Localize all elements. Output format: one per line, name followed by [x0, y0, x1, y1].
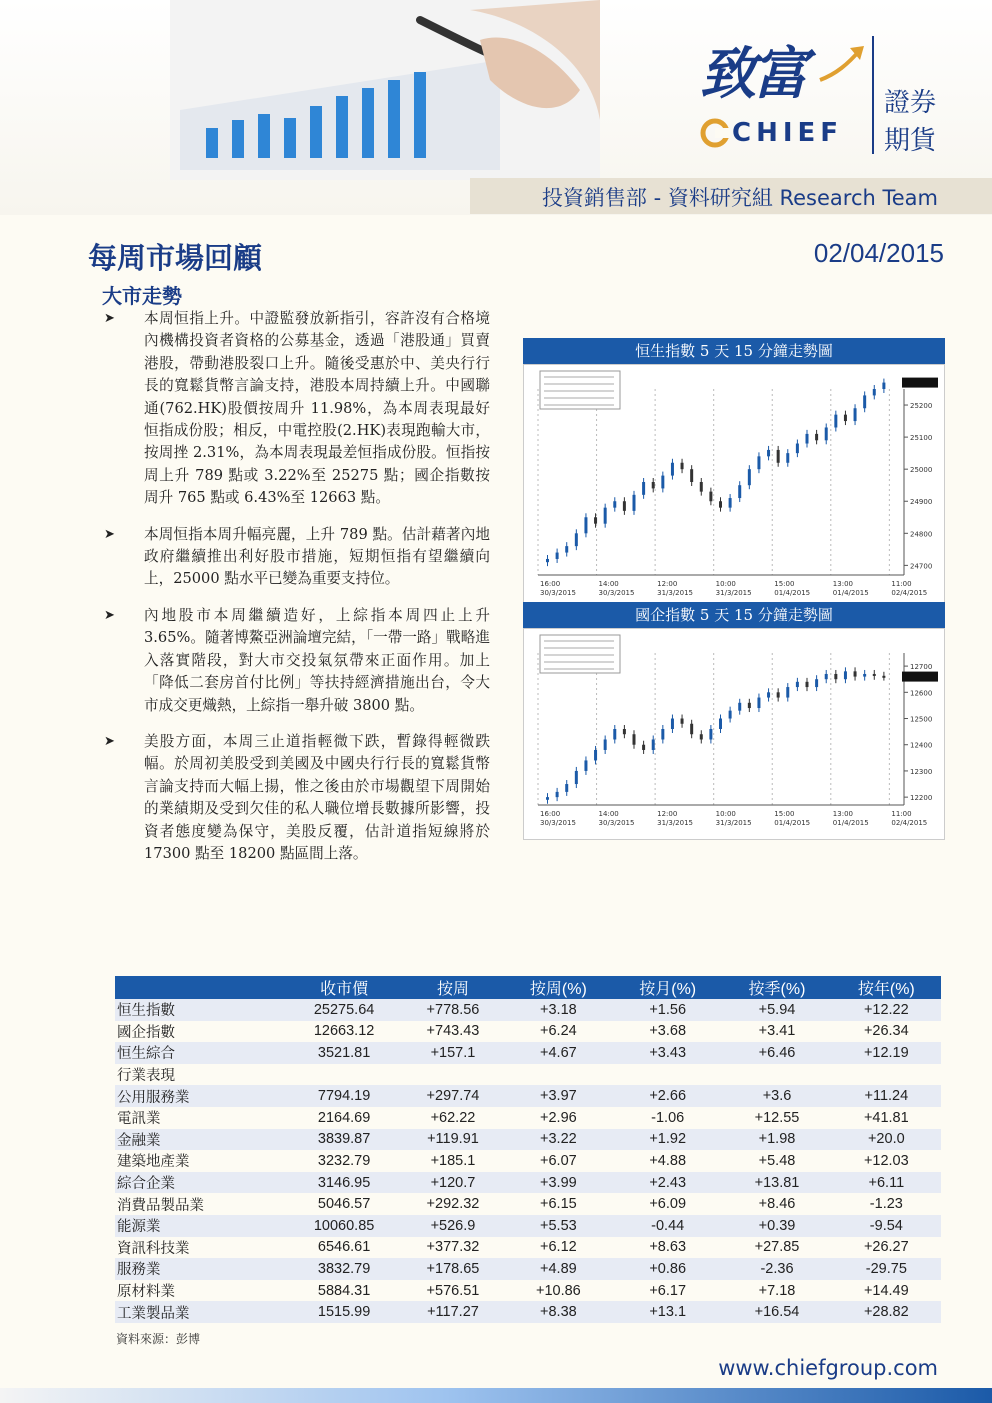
table-cell: +292.32: [426, 1196, 480, 1213]
table-cell: 2164.69: [317, 1109, 371, 1126]
x-tick-label: 10:00: [715, 810, 736, 818]
table-cell: 3521.81: [286, 1042, 402, 1064]
table-cell: +3.68: [649, 1023, 687, 1040]
candle-body: [757, 698, 760, 708]
candle-body: [767, 692, 770, 697]
header-illustration: [170, 0, 600, 180]
candle-body: [796, 682, 799, 687]
table-cell: 7794.19: [286, 1085, 402, 1107]
table-cell: 金融業: [115, 1129, 286, 1151]
table-cell: +3.99: [504, 1172, 613, 1194]
candle-body: [777, 450, 780, 463]
footer-bar: [0, 1388, 992, 1403]
candle-body: [556, 792, 559, 797]
table-cell: +6.24: [540, 1023, 577, 1040]
table-cell: +4.89: [504, 1258, 613, 1280]
data-source: 資料來源：彭博: [116, 1332, 201, 1346]
page-title: 每周市場回顧: [88, 241, 263, 275]
candle-body: [642, 745, 645, 750]
table-cell: +11.24: [832, 1085, 941, 1107]
table-cell: +3.97: [504, 1085, 613, 1107]
table-cell: +157.1: [402, 1042, 504, 1064]
table-cell: 10060.85: [286, 1215, 402, 1237]
section-heading: 大市走勢: [102, 284, 182, 308]
x-tick-label: 01/4/2015: [774, 589, 811, 597]
table-cell: [402, 1064, 504, 1086]
table-row: [115, 1301, 941, 1323]
table-cell: 恒生綜合: [115, 1042, 286, 1064]
table-cell: 25275.64: [286, 999, 402, 1021]
table-row: [115, 1107, 941, 1129]
x-tick-label: 10:00: [715, 580, 736, 588]
table-cell: +526.9: [402, 1215, 504, 1237]
logo-chinese: 致富: [700, 41, 804, 107]
table-cell: +6.17: [649, 1282, 687, 1299]
table-cell: +27.85: [754, 1239, 800, 1256]
table-cell: +1.92: [613, 1129, 722, 1151]
candle-body: [613, 501, 616, 507]
candle-body: [815, 679, 818, 687]
candle-body: [623, 501, 626, 511]
table-cell: 資訊科技業: [117, 1240, 190, 1257]
candle-body: [738, 485, 741, 498]
table-cell: 工業製品業: [115, 1301, 286, 1323]
table-cell: +12.55: [754, 1109, 800, 1126]
table-cell: +0.39: [722, 1215, 831, 1237]
table-cell: +6.11: [832, 1172, 941, 1194]
table-cell: 1515.99: [286, 1301, 402, 1323]
arrow-bullet-icon: ➤: [104, 526, 115, 542]
candle-body: [854, 408, 857, 421]
y-tick-label: 25100: [910, 434, 933, 443]
table-cell: +6.07: [540, 1152, 577, 1169]
table-cell: 12663.12: [313, 1023, 375, 1040]
candle-body: [690, 469, 693, 482]
hsi-chart: [523, 338, 945, 610]
candle-body: [806, 682, 809, 687]
table-cell: -29.75: [832, 1258, 941, 1280]
candle-body: [700, 734, 703, 739]
market-table: [115, 976, 941, 1323]
table-cell: 5046.57: [317, 1196, 371, 1213]
y-tick-label: 12700: [910, 663, 933, 672]
table-cell: +120.7: [402, 1172, 504, 1194]
table-cell: +62.22: [430, 1109, 476, 1126]
table-cell: +778.56: [402, 999, 504, 1021]
x-tick-label: 01/4/2015: [774, 819, 811, 827]
candle-body: [709, 729, 712, 739]
y-tick-label: 24900: [910, 498, 933, 507]
y-tick-label: 24800: [910, 530, 933, 539]
candle-body: [575, 533, 578, 546]
table-header-cell: 按周(%): [504, 976, 613, 999]
table-cell: [832, 1064, 941, 1086]
table-cell: -9.54: [832, 1215, 941, 1237]
table-cell: +13.1: [613, 1301, 722, 1323]
y-tick-label: 12500: [910, 715, 933, 724]
table-cell: 原材料業: [117, 1284, 175, 1301]
table-header-cell: 按周: [402, 976, 504, 999]
table-cell: 能源業: [115, 1215, 286, 1237]
candle-body: [748, 703, 751, 708]
candle-body: [825, 427, 828, 440]
table-cell: +26.34: [863, 1023, 909, 1040]
candle-body: [604, 739, 607, 749]
y-tick-label: 12300: [910, 767, 933, 776]
x-tick-label: 14:00: [598, 580, 619, 588]
table-cell: +4.88: [649, 1152, 687, 1169]
candle-body: [681, 463, 684, 469]
table-cell: +6.46: [722, 1042, 831, 1064]
hscei-chart: [523, 602, 945, 840]
candle-body: [584, 760, 587, 770]
x-tick-label: 14:00: [598, 810, 619, 818]
candle-body: [642, 482, 645, 495]
chief-emblem-icon: [700, 118, 730, 148]
candle-body: [786, 453, 789, 463]
table-cell: +41.81: [863, 1109, 909, 1126]
table-row: [115, 999, 941, 1021]
table-cell: +1.56: [613, 999, 722, 1021]
hsi-chart-body: [523, 364, 945, 610]
table-cell: +14.49: [863, 1282, 909, 1299]
table-cell: +297.74: [402, 1085, 504, 1107]
bullet-item: ➤ 美股方面，本周三止道指輕微下跌，暫錄得輕微跌幅。於周初美股受到美國及中國央行行長的寬鬆貨幣言論支持而大幅上揚，惟之後由於市場觀望下周開始的業績期及受到欠佳的私人職位增長數據所影響，投資者態度變為保守，美股反覆，估計道指短線將於 17300 點至 18200 點區間上落。: [104, 732, 490, 862]
x-tick-label: 31/3/2015: [657, 819, 694, 827]
logo-securities: 證券: [884, 88, 937, 118]
table-cell: 綜合企業: [115, 1172, 286, 1194]
table-row: [115, 1280, 941, 1302]
table-cell: [613, 1064, 722, 1086]
logo-futures: 期貨: [884, 126, 937, 156]
table-cell: +377.32: [426, 1239, 480, 1256]
x-tick-label: 30/3/2015: [540, 819, 576, 827]
x-tick-label: 30/3/2015: [540, 589, 576, 597]
table-cell: +10.86: [535, 1282, 581, 1299]
logo-english: CHIEF: [732, 118, 844, 148]
table-cell: +7.18: [758, 1282, 796, 1299]
table-cell: +8.46: [758, 1196, 796, 1213]
x-tick-label: 31/3/2015: [715, 589, 752, 597]
table-cell: +16.54: [722, 1301, 831, 1323]
candle-body: [671, 463, 674, 476]
x-tick-label: 01/4/2015: [832, 819, 869, 827]
table-cell: -1.23: [869, 1196, 903, 1213]
candle-body: [594, 517, 597, 523]
x-tick-label: 02/4/2015: [891, 589, 928, 597]
table-cell: 消費品製品業: [117, 1197, 204, 1214]
table-header-cell: [115, 976, 286, 999]
table-cell: 建築地產業: [117, 1154, 190, 1171]
table-cell: +3.41: [758, 1023, 796, 1040]
table-cell: +576.51: [426, 1282, 480, 1299]
table-cell: +1.98: [722, 1129, 831, 1151]
table-cell: -2.36: [722, 1258, 831, 1280]
candle-body: [844, 415, 847, 421]
table-cell: +2.96: [540, 1109, 577, 1126]
table-cell: +3.18: [504, 999, 613, 1021]
bullet-item: ➤ 本周恒指上升。中證監發放新指引，容許沒有合格境內機構投資者資格的公募基金，透過「港股通」買賣港股，帶動港股裂口上升。隨後受惠於中、美央行行長的寬鬆貨幣言論支持，港股本周持續上升。中國聯通(762.HK)股價按周升 11.98%，為本周表現最好恒指成份股；相反，中電控股(2.HK)表現跑輸大市，按周挫 2.31%，為本周表現最差恒指成份股。恒指按周上升 789 點或 3.22%至 25275 點；國企指數按周升 765 點或 6.43%至 12663 點。: [104, 310, 490, 507]
candle-body: [844, 671, 847, 679]
candle-body: [863, 674, 866, 677]
x-tick-label: 13:00: [832, 810, 853, 818]
y-tick-label: 24700: [910, 562, 933, 571]
candle-body: [757, 456, 760, 469]
table-row: [115, 1172, 941, 1194]
table-cell: 5884.31: [317, 1282, 371, 1299]
hscei-chart-body: [523, 628, 945, 840]
candle-body: [719, 719, 722, 729]
table-cell: +12.19: [832, 1042, 941, 1064]
y-tick-label: 25000: [910, 466, 933, 475]
table-cell: +119.91: [402, 1129, 504, 1151]
table-cell: [286, 1064, 402, 1086]
bullet-list: [100, 308, 490, 879]
candle-body: [652, 739, 655, 749]
candle-body: [882, 383, 885, 389]
x-tick-label: 31/3/2015: [715, 819, 752, 827]
x-tick-label: 12:00: [657, 580, 678, 588]
table-cell: [504, 1064, 613, 1086]
candle-body: [690, 724, 693, 734]
table-cell: +12.03: [863, 1152, 909, 1169]
table-row: [115, 1150, 941, 1172]
x-tick-label: 02/4/2015: [891, 819, 928, 827]
bullet-item: ➤ 本周恒指本周升幅亮麗，上升 789 點。估計藉著內地政府繼續推出利好股市措施，短期恒指有望繼續向上，25000 點水平已變為重要支持位。: [104, 525, 490, 588]
table-row: [115, 1237, 941, 1259]
table-cell: +28.82: [832, 1301, 941, 1323]
table-header-row: [115, 976, 941, 999]
last-price-marker: [902, 672, 938, 682]
x-tick-label: 11:00: [891, 580, 912, 588]
x-tick-label: 31/3/2015: [657, 589, 694, 597]
candle-body: [719, 501, 722, 507]
table-cell: +6.09: [649, 1196, 687, 1213]
table-cell: +6.12: [540, 1239, 577, 1256]
table-cell: -1.06: [651, 1109, 685, 1126]
table-cell: +12.22: [832, 999, 941, 1021]
table-row: [115, 1129, 941, 1151]
candle-body: [709, 492, 712, 502]
table-cell: -0.44: [613, 1215, 722, 1237]
x-tick-label: 11:00: [891, 810, 912, 818]
table-cell: +20.0: [832, 1129, 941, 1151]
team-label: 投資銷售部 - 資料研究組 Research Team: [541, 186, 938, 210]
y-tick-label: 12200: [910, 794, 933, 803]
table-cell: 3839.87: [286, 1129, 402, 1151]
candle-body: [546, 559, 549, 562]
table-cell: 服務業: [115, 1258, 286, 1280]
candle-body: [777, 692, 780, 697]
candle-body: [584, 517, 587, 533]
candle-body: [671, 719, 674, 729]
table-header-cell: 按月(%): [613, 976, 722, 999]
candle-body: [556, 553, 559, 559]
table-cell: 3232.79: [317, 1152, 371, 1169]
y-tick-label: 25200: [910, 402, 933, 411]
x-tick-label: 30/3/2015: [598, 589, 635, 597]
table-cell: +6.15: [540, 1196, 577, 1213]
table-row: [115, 1258, 941, 1280]
arrow-bullet-icon: ➤: [104, 733, 115, 749]
candle-body: [873, 674, 876, 676]
candle-body: [700, 482, 703, 492]
table-cell: +3.43: [613, 1042, 722, 1064]
y-tick-label: 12600: [910, 689, 933, 698]
bullet-item: ➤ 內地股市本周繼續造好，上綜指本周四止上升 3.65%。隨著博鰲亞洲論壇完結，「一帶一路」戰略進入落實階段，對大市交投氣氛帶來正面作用。加上「降低二套房首付比例」等扶持經濟措施出台，令大市成交更熾熱，上綜指一舉升破 3800 點。: [104, 606, 490, 714]
table-cell: 公用服務業: [115, 1085, 286, 1107]
candle-body: [565, 546, 568, 552]
table-cell: +5.48: [758, 1152, 796, 1169]
x-tick-label: 16:00: [540, 580, 561, 588]
table-row: [115, 1064, 941, 1086]
candle-body: [729, 711, 732, 719]
candle-body: [661, 476, 664, 489]
table-body: [115, 999, 941, 1323]
table-header-cell: 按季(%): [722, 976, 831, 999]
candle-body: [882, 676, 885, 678]
candle-body: [767, 450, 770, 456]
table-cell: 6546.61: [317, 1239, 371, 1256]
report-date: 02/04/2015: [813, 238, 944, 268]
candle-body: [633, 734, 636, 744]
x-tick-label: 01/4/2015: [832, 589, 869, 597]
chief-logo: [700, 30, 960, 160]
table-header-cell: 收市價: [286, 976, 402, 999]
table-row: [115, 1193, 941, 1215]
x-tick-label: 30/3/2015: [598, 819, 635, 827]
candle-body: [806, 434, 809, 444]
table-cell: 3832.79: [286, 1258, 402, 1280]
table-header-cell: 按年(%): [832, 976, 941, 999]
candle-body: [623, 729, 626, 734]
hscei-chart-svg: [524, 629, 944, 839]
candle-body: [594, 750, 597, 760]
hscei-chart-title: 國企指數 5 天 15 分鐘走勢圖: [523, 602, 945, 628]
hsi-chart-svg: [524, 365, 944, 609]
table-cell: +8.63: [649, 1239, 687, 1256]
candle-body: [873, 389, 876, 395]
table-cell: +743.43: [426, 1023, 480, 1040]
x-tick-label: 15:00: [774, 580, 795, 588]
table-cell: 恒生指數: [115, 999, 286, 1021]
table-cell: +8.38: [504, 1301, 613, 1323]
table-row: [115, 1215, 941, 1237]
table-cell: +3.22: [504, 1129, 613, 1151]
x-tick-label: 16:00: [540, 810, 561, 818]
arrow-bullet-icon: ➤: [104, 311, 115, 326]
website-link[interactable]: www.chiefgroup.com: [718, 1356, 938, 1380]
candle-body: [633, 495, 636, 511]
table-cell: 電訊業: [117, 1111, 161, 1128]
candle-body: [652, 482, 655, 488]
table-cell: 國企指數: [117, 1024, 175, 1041]
table-cell: 3146.95: [286, 1172, 402, 1194]
candle-body: [738, 703, 741, 711]
candle-body: [681, 719, 684, 724]
table-row: [115, 1042, 941, 1064]
table-cell: [722, 1064, 831, 1086]
table-cell: 行業表現: [117, 1068, 175, 1085]
header: [0, 0, 992, 215]
table-cell: +4.67: [504, 1042, 613, 1064]
table-cell: +185.1: [430, 1152, 476, 1169]
y-tick-label: 12400: [910, 741, 933, 750]
candle-body: [825, 674, 828, 679]
candle-body: [729, 498, 732, 508]
table-cell: +178.65: [402, 1258, 504, 1280]
candle-body: [834, 674, 837, 679]
table-cell: +5.53: [504, 1215, 613, 1237]
x-tick-label: 15:00: [774, 810, 795, 818]
candle-body: [661, 729, 664, 739]
hsi-chart-title: 恒生指數 5 天 15 分鐘走勢圖: [523, 338, 945, 364]
candle-body: [565, 784, 568, 792]
candle-body: [546, 797, 549, 800]
table-cell: +0.86: [613, 1258, 722, 1280]
candle-body: [815, 434, 818, 440]
candle-body: [748, 469, 751, 485]
table-cell: +2.43: [613, 1172, 722, 1194]
table-cell: +5.94: [722, 999, 831, 1021]
table-cell: +3.6: [722, 1085, 831, 1107]
candle-body: [604, 508, 607, 524]
candle-body: [796, 444, 799, 454]
arrow-bullet-icon: ➤: [104, 607, 115, 623]
table-cell: +2.66: [613, 1085, 722, 1107]
table-cell: +26.27: [863, 1239, 909, 1256]
candle-body: [786, 687, 789, 697]
logo-divider: [872, 36, 874, 154]
candle-body: [834, 415, 837, 428]
table-cell: +13.81: [722, 1172, 831, 1194]
candle-body: [613, 729, 616, 739]
x-tick-label: 13:00: [832, 580, 853, 588]
candle-body: [854, 671, 857, 676]
last-price-marker: [902, 378, 938, 388]
arrow-up-right-icon: [818, 44, 868, 84]
candle-body: [575, 771, 578, 784]
table-cell: +117.27: [402, 1301, 504, 1323]
x-tick-label: 12:00: [657, 810, 678, 818]
table-row: [115, 1085, 941, 1107]
table-row: [115, 1021, 941, 1043]
candle-body: [863, 395, 866, 408]
